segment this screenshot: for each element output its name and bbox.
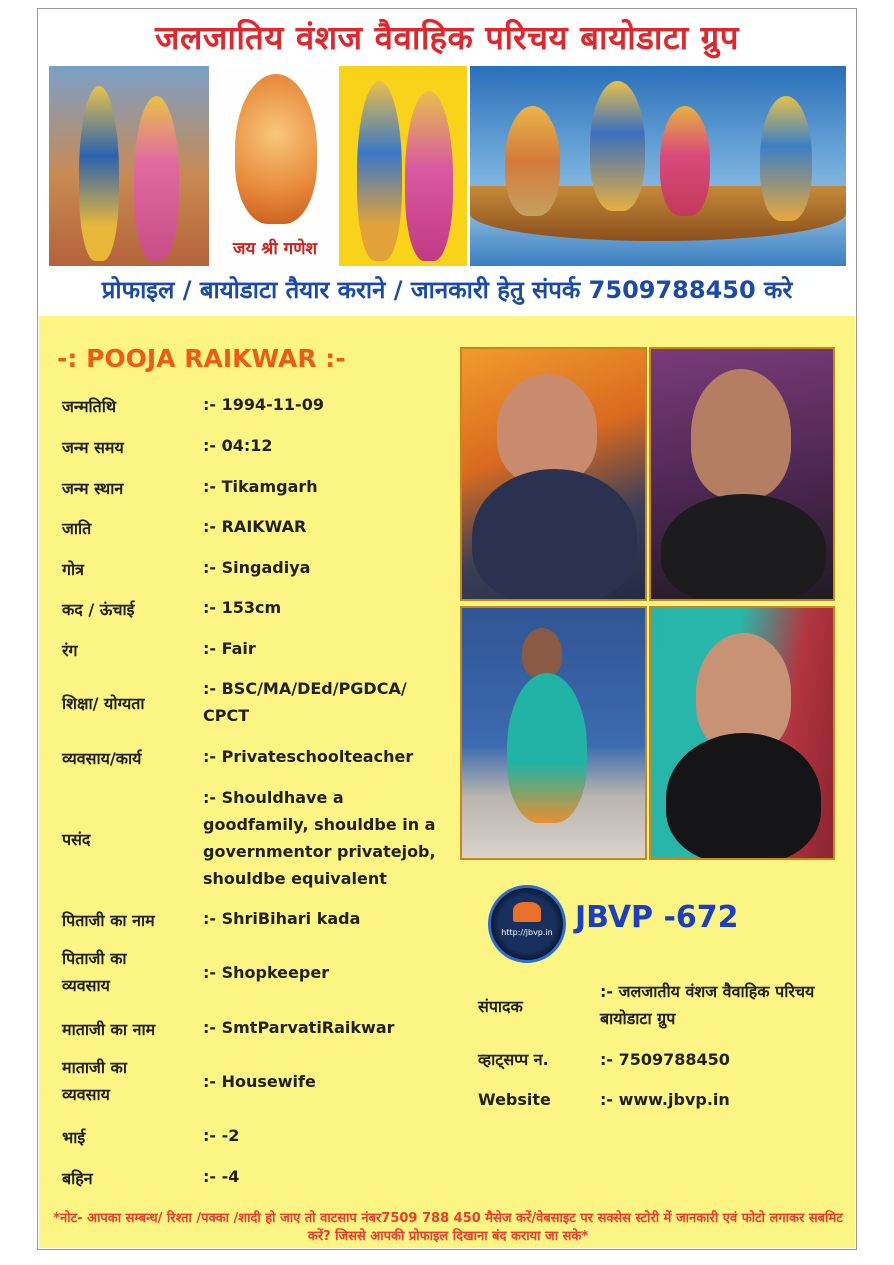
ram-sita-image [49,66,209,266]
row-value: :- -2 [203,1126,240,1145]
website-link[interactable]: :- www.jbvp.in [600,1090,730,1109]
row-value: :- 04:12 [203,436,273,455]
row-label: शिक्षा/ योग्यता [62,694,145,713]
row-label: बहिन [62,1169,93,1188]
row-label: व्यवसाय/कार्य [62,749,142,768]
row-value: :- BSC/MA/DEd/PGDCA/ CPCT [203,679,407,725]
whatsapp-value: :- 7509788450 [600,1050,730,1069]
website-label: Website [478,1090,551,1109]
editor-value: :- जलजातीय वंशज वैवाहिक परिचय बायोडाटा ग्रुप [600,982,815,1028]
profile-photo-2 [649,347,835,601]
row-label: पसंद [62,830,91,849]
profile-photo-4 [649,606,835,860]
profile-id: JBVP -672 [575,900,739,935]
ganesh-image [213,66,337,266]
row-value: :- Fair [203,639,256,658]
row-label: जन्मतिथि [62,397,117,416]
row-value: :- Privateschoolteacher [203,747,414,766]
jbvp-logo [488,885,566,963]
ram-sita-yellow-image [339,66,467,266]
row-label: माताजी का नाम [62,1020,156,1039]
row-value: :- SmtParvatiRaikwar [203,1018,395,1037]
row-value: :- Shopkeeper [203,963,330,982]
row-label: जाति [62,519,92,538]
footer-note: *नोट- आपका सम्बन्ध/ रिश्ता /पक्का /शादी हो जाए तो वाटसाप नंबर7509 788 450 मैसेज करें/वेबसाइट पर सक्सेस स्टोरी में जानकारी एवं फोटो लगाकर सबमिट करें? जिससे आपकी प्रोफाइल दिखाना बंद कराया जा सके* [53,1211,843,1244]
boat-scene-image [470,66,846,266]
row-value: :- -4 [203,1167,240,1186]
row-label: पिताजी का नाम [62,911,155,930]
profile-photo-1 [460,347,647,601]
logo-text: http://jbvp.in [501,928,553,937]
row-value: :- Singadiya [203,558,311,577]
row-label: जन्म स्थान [62,479,124,498]
profile-photo-3 [460,606,647,860]
row-label: रंग [62,641,78,660]
row-value: :- Housewife [203,1072,316,1091]
row-label: कद / ऊंचाई [62,600,135,619]
row-value: :- 1994-11-09 [203,395,324,414]
whatsapp-label: व्हाट्सप्प न. [478,1050,549,1069]
row-value: :- RAIKWAR [203,517,307,536]
ganesh-caption: जय श्री गणेश [232,239,318,259]
row-label: भाई [62,1128,86,1147]
group-title: जलजातिय वंशज वैवाहिक परिचय बायोडाटा ग्रुप [155,18,739,57]
contact-subtitle: प्रोफाइल / बायोडाटा तैयार कराने / जानकारी हेतु संपर्क 7509788450 करे [101,276,793,304]
row-value: :- Tikamgarh [203,477,318,496]
row-value: :- 153cm [203,598,282,617]
candidate-name: -: POOJA RAIKWAR :- [57,344,346,373]
row-value: :- Shouldhave a goodfamily, shouldbe in a governmentor privatejob, shouldbe equivalent [203,788,436,888]
editor-label: संपादक [478,997,523,1016]
row-label: जन्म समय [62,438,124,457]
row-label: गोत्र [62,560,84,579]
row-value: :- ShriBihari kada [203,909,361,928]
row-label: माताजी का व्यवसाय [62,1058,127,1104]
row-label: पिताजी का व्यवसाय [62,949,127,995]
